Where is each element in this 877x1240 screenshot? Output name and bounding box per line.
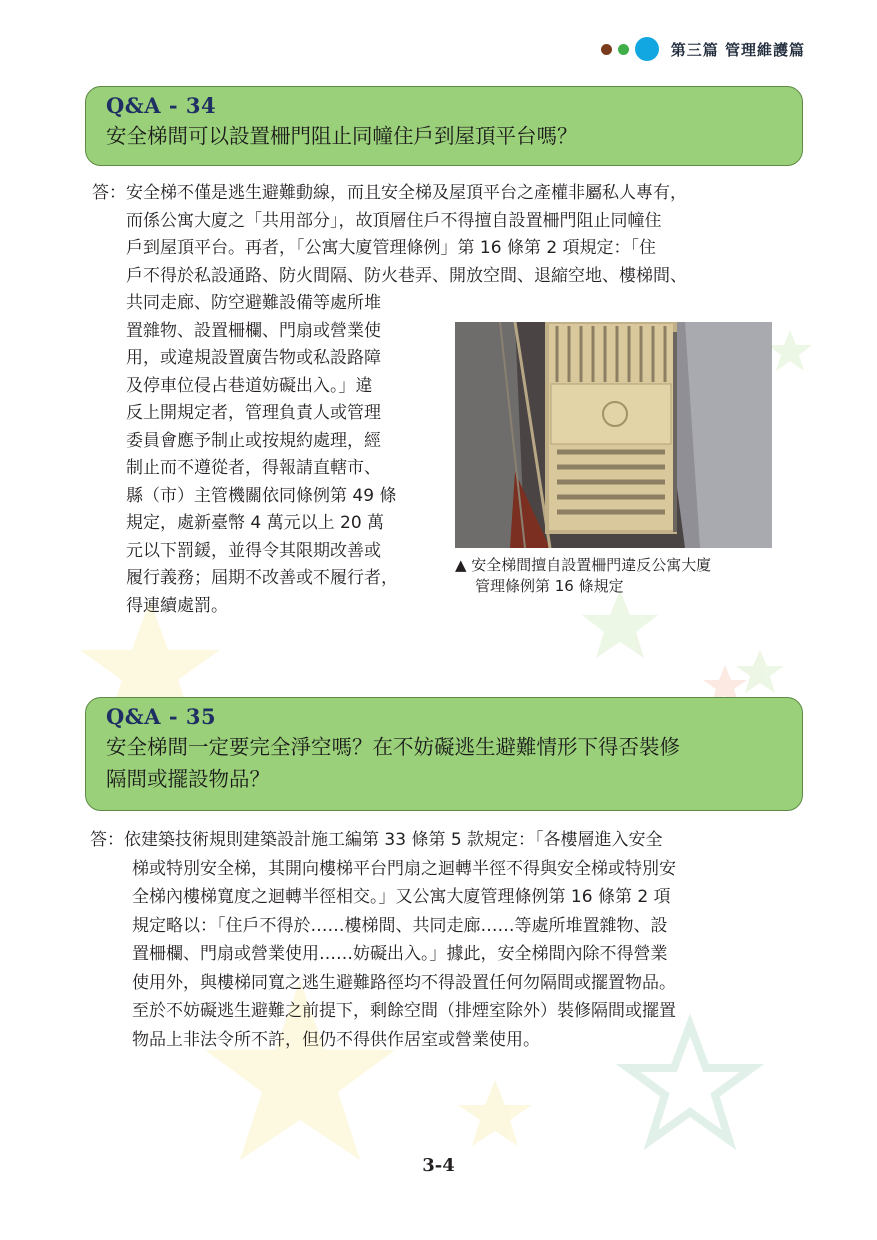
- answer-line: 元以下罰鍰，並得令其限期改善或: [126, 540, 381, 561]
- caption-line: 管理條例第 16 條規定: [475, 577, 624, 595]
- question-line: 隔間或擺設物品？: [106, 767, 270, 791]
- answer-line: 規定，處新臺幣 4 萬元以上 20 萬: [126, 513, 385, 533]
- qa-34-question: 安全梯間可以設置柵門阻止同幢住戶到屋頂平台嗎？: [106, 124, 578, 148]
- photo-caption: [455, 555, 775, 597]
- answer-line: 使用外，與樓梯同寬之逃生避難路徑均不得設置任何勿隔間或擺置物品。: [132, 972, 676, 993]
- answer-line: 置柵欄、門扇或營業使用……妨礙出入。」據此，安全梯間內除不得營業: [132, 944, 668, 964]
- answer-line: 履行義務；屆期不改善或不履行者，: [126, 568, 398, 588]
- answer-line: 物品上非法令所不許，但仍不得供作居室或營業使用。: [132, 1029, 540, 1050]
- answer-line: 梯或特別安全梯，其開向樓梯平台門扇之迴轉半徑不得與安全梯或特別安: [132, 858, 676, 879]
- answer-line: 全梯內樓梯寬度之迴轉半徑相交。」又公寓大廈管理條例第 16 條第 2 項: [132, 887, 671, 907]
- section-title: 第三篇 管理維護篇: [670, 40, 805, 59]
- page-number: 3-4: [422, 1155, 455, 1176]
- caption-line: ▲ 安全梯間擅自設置柵門違反公寓大廈: [455, 556, 712, 574]
- blue-dot-icon: [635, 37, 659, 61]
- qa-35-answer: [90, 826, 802, 1054]
- answer-line: 得連續處罰。: [126, 595, 228, 616]
- star-decoration: [458, 1080, 532, 1146]
- qa-34-id: Q&A - 34: [106, 93, 217, 118]
- answer-line: 制止而不遵從者，得報請直轄市、: [126, 458, 381, 478]
- answer-line: 戶到屋頂平台。再者，「公寓大廈管理條例」第 16 條第 2 項規定：「住: [126, 238, 657, 258]
- answer-line: 反上開規定者，管理負責人或管理: [126, 403, 381, 423]
- question-line: 安全梯間一定要完全淨空嗎？在不妨礙逃生避難情形下得否裝修: [106, 735, 680, 759]
- qa-35-id: Q&A - 35: [106, 704, 217, 729]
- answer-line: 置雜物、設置柵欄、門扇或營業使: [126, 320, 381, 341]
- answer-line: 用，或違規設置廣告物或私設路障: [126, 348, 381, 368]
- qa-34-box: [85, 86, 803, 166]
- answer-line: 答：安全梯不僅是逃生避難動線，而且安全梯及屋頂平台之產權非屬私人專有，: [92, 183, 687, 203]
- answer-line: 及停車位侵占巷道妨礙出入。」違: [126, 375, 373, 396]
- answer-line: 至於不妨礙逃生避難之前提下，剩餘空間（排煙室除外）裝修隔間或擺置: [132, 1001, 676, 1021]
- stairwell-gate-photo: [455, 322, 772, 548]
- answer-line: 縣（市）主管機關依同條例第 49 條: [126, 485, 397, 506]
- answer-line: 共同走廊、防空避難設備等處所堆: [126, 293, 381, 313]
- star-decoration: [736, 650, 784, 693]
- qa-35-question: [106, 731, 778, 795]
- answer-line: 答：依建築技術規則建築設計施工編第 33 條第 5 款規定：「各樓層進入安全: [90, 830, 663, 850]
- section-header: [601, 36, 805, 62]
- answer-line: 委員會應予制止或按規約處理，經: [126, 430, 381, 451]
- answer-line: 規定略以：「住戶不得於……樓梯間、共同走廊……等處所堆置雜物、設: [132, 915, 668, 936]
- answer-line: 戶不得於私設通路、防火間隔、防火巷弄、開放空間、退縮空地、樓梯間、: [126, 265, 687, 286]
- green-dot-icon: [618, 44, 629, 55]
- qa-35-box: [85, 697, 803, 811]
- brown-dot-icon: [601, 44, 612, 55]
- answer-line: 而係公寓大廈之「共用部分」，故頂層住戶不得擅自設置柵門阻止同幢住: [126, 210, 662, 231]
